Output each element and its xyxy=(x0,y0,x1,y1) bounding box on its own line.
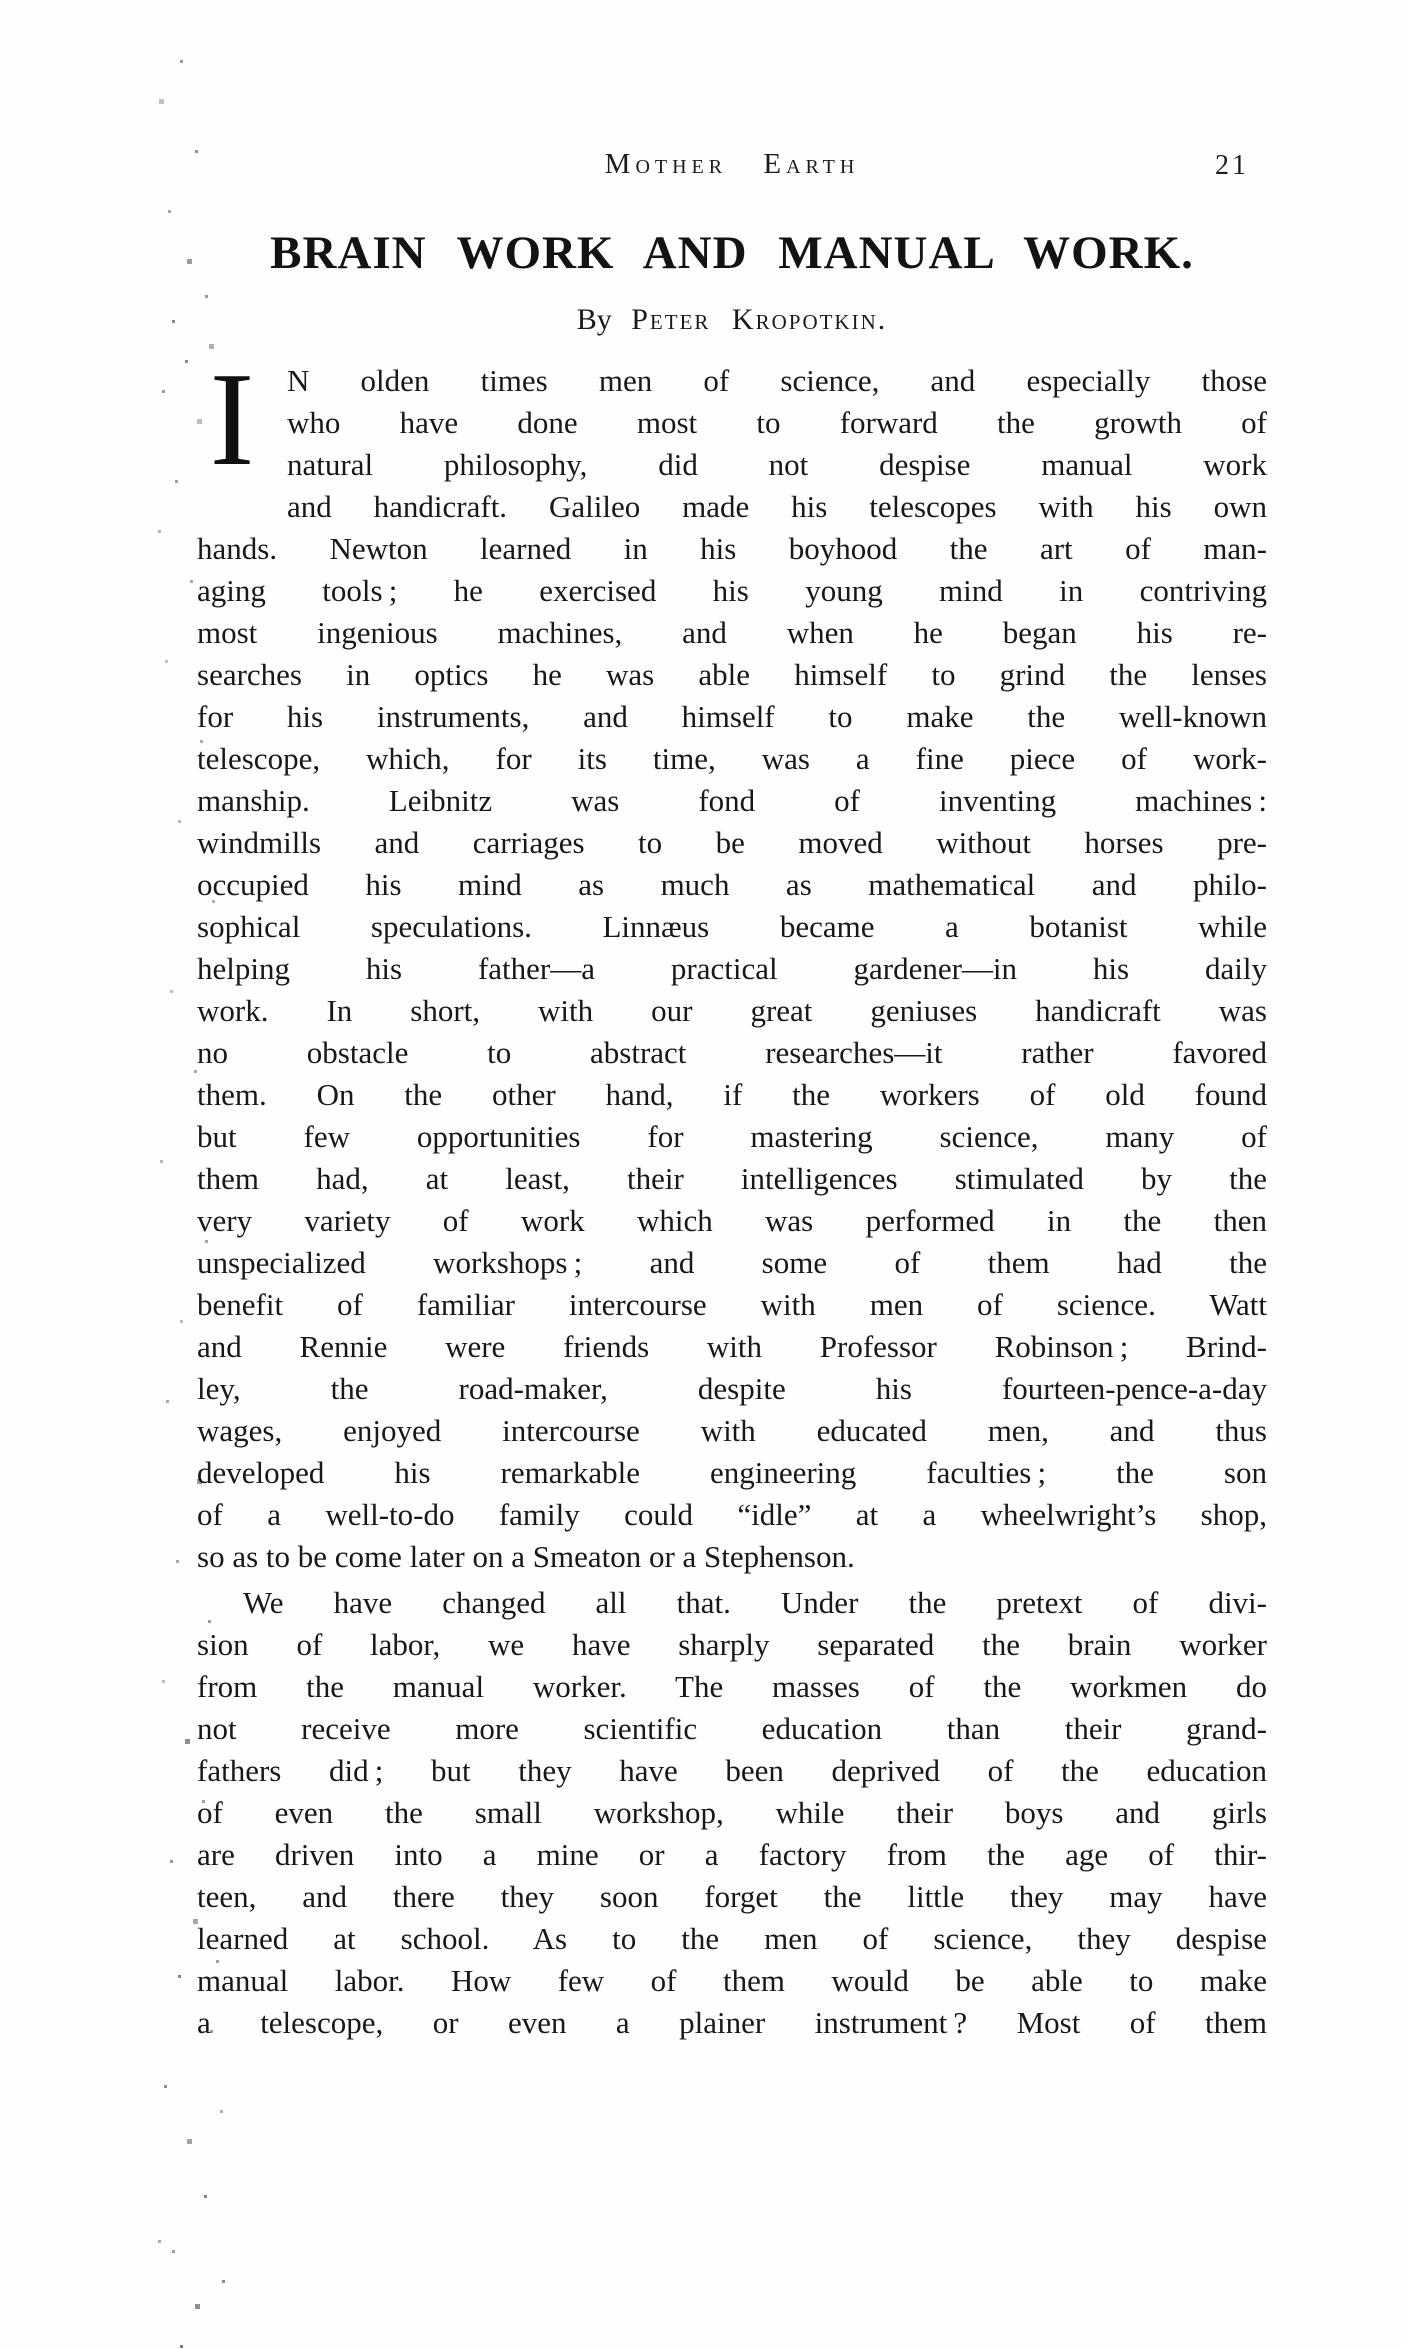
text-line: and Rennie were friends with Professor Robinson ; Brind- xyxy=(197,1329,1267,1364)
text-line: but few opportunities for mastering science, many of xyxy=(197,1119,1267,1154)
scan-noise xyxy=(150,60,153,63)
text-line: sion of labor, we have sharply separated the brain worker xyxy=(197,1627,1267,1662)
paragraph xyxy=(197,1582,1267,2044)
text-line: wages, enjoyed intercourse with educated men, and thus xyxy=(197,1413,1267,1448)
text-line: learned at school. As to the men of science, they despise xyxy=(197,1921,1267,1956)
text-line: unspecialized workshops ; and some of them had the xyxy=(197,1245,1267,1280)
text-line: N olden times men of science, and especially those xyxy=(287,363,1267,398)
text-line: from the manual worker. The masses of the workmen do xyxy=(197,1669,1267,1704)
text-line: telescope, which, for its time, was a fine piece of work- xyxy=(197,741,1267,776)
drop-cap: I xyxy=(209,345,255,493)
text-line: ley, the road-maker, despite his fourteen-pence-a-day xyxy=(197,1371,1267,1406)
text-line: so as to be come later on a Smeaton or a Stephenson. xyxy=(197,1539,855,1574)
text-line: for his instruments, and himself to make the well-known xyxy=(197,699,1267,734)
text-line: them had, at least, their intelligences stimulated by the xyxy=(197,1161,1267,1196)
article-title: BRAIN WORK AND MANUAL WORK. xyxy=(270,227,1194,279)
text-line: are driven into a mine or a factory from the age of thir- xyxy=(197,1837,1267,1872)
text-line: hands. Newton learned in his boyhood the art of man- xyxy=(197,531,1267,566)
text-line: of a well-to-do family could “idle” at a wheelwright’s shop, xyxy=(197,1497,1267,1532)
text-line: sophical speculations. Linnæus became a botanist while xyxy=(197,909,1267,944)
text-line: manual labor. How few of them would be able to make xyxy=(197,1963,1267,1998)
text-line: searches in optics he was able himself to grind the lenses xyxy=(197,657,1267,692)
text-line: manship. Leibnitz was fond of inventing machines : xyxy=(197,783,1267,818)
text-line: natural philosophy, did not despise manual work xyxy=(287,447,1267,482)
page-number: 21 xyxy=(1215,150,1249,181)
text-line: aging tools ; he exercised his young mind in contriving xyxy=(197,573,1267,608)
paragraph xyxy=(197,345,1267,1578)
text-line: most ingenious machines, and when he began his re- xyxy=(197,615,1267,650)
text-line: windmills and carriages to be moved without horses pre- xyxy=(197,825,1267,860)
text-line: We have changed all that. Under the pretext of divi- xyxy=(243,1585,1267,1620)
text-line: helping his father—a practical gardener—in his daily xyxy=(197,951,1267,986)
journal-title: Mother Earth xyxy=(604,148,860,180)
text-line: who have done most to forward the growth of xyxy=(287,405,1267,440)
text-line: and handicraft. Galileo made his telescopes with his own xyxy=(287,489,1267,524)
text-column xyxy=(197,0,1267,2349)
text-line: teen, and there they soon forget the little they may have xyxy=(197,1879,1267,1914)
text-line: them. On the other hand, if the workers of old found xyxy=(197,1077,1267,1112)
text-line: occupied his mind as much as mathematical and philo- xyxy=(197,867,1267,902)
text-line: work. In short, with our great geniuses handicraft was xyxy=(197,993,1267,1028)
author-name: Peter Kropotkin. xyxy=(631,303,888,336)
text-line: a telescope, or even a plainer instrument ? Most of them xyxy=(197,2005,1267,2040)
text-line: developed his remarkable engineering faculties ; the son xyxy=(197,1455,1267,1490)
running-head xyxy=(197,148,1267,181)
article-body xyxy=(197,345,1267,2044)
text-line: of even the small workshop, while their boys and girls xyxy=(197,1795,1267,1830)
text-line: fathers did ; but they have been deprived of the education xyxy=(197,1753,1267,1788)
byline xyxy=(197,303,1267,337)
text-line: benefit of familiar intercourse with men of science. Watt xyxy=(197,1287,1267,1322)
byline-by: By xyxy=(576,303,612,336)
text-line: no obstacle to abstract researches—it rather favored xyxy=(197,1035,1267,1070)
text-line: very variety of work which was performed in the then xyxy=(197,1203,1267,1238)
text-line: not receive more scientific education than their grand- xyxy=(197,1711,1267,1746)
